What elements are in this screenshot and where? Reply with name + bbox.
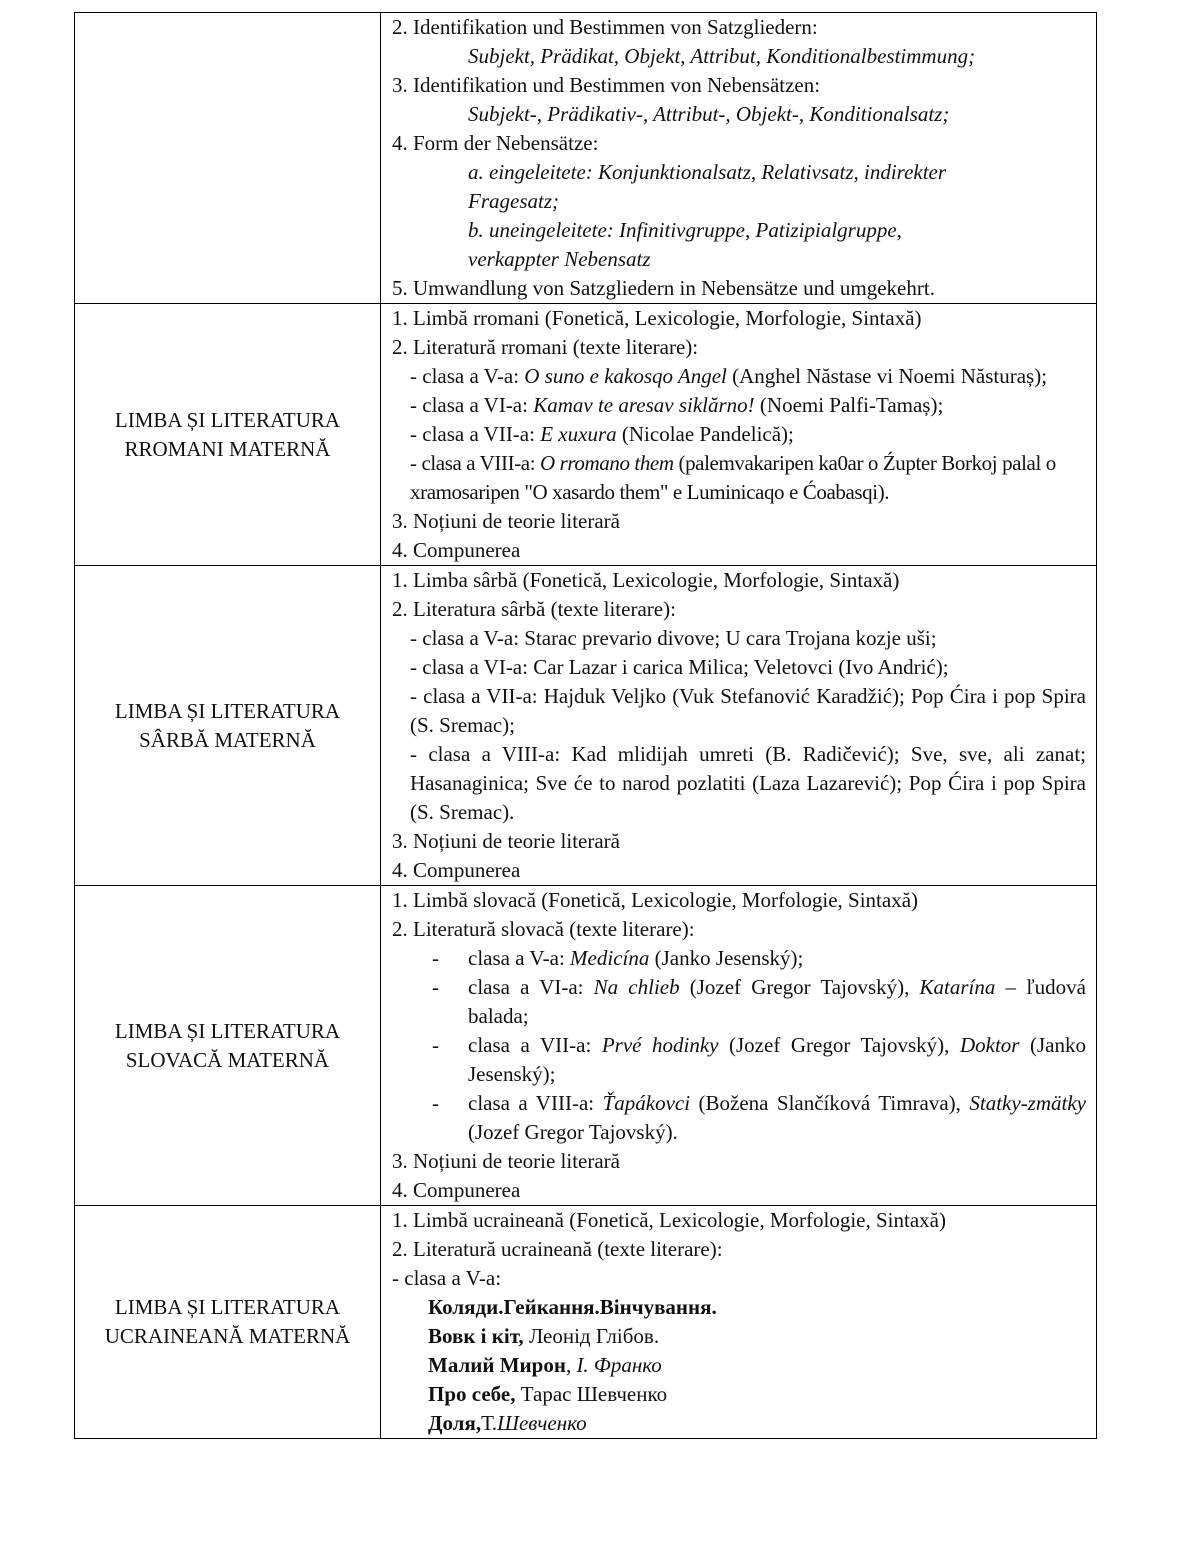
list-item: Subjekt, Prädikat, Objekt, Attribut, Konditionalbestimmung; (468, 44, 976, 68)
list-item: 2. Identifikation und Bestimmen von Satzgliedern: (392, 15, 818, 39)
list-item: - clasa a V-a: (392, 1266, 502, 1290)
table-row (75, 304, 1097, 566)
subject-cell (75, 566, 381, 886)
table-row (75, 566, 1097, 886)
subject-title: RROMANI MATERNĂ (124, 436, 331, 461)
list-item: - clasa a VIII-a: Kad mlidijah umreti (B. Radičević); Sve, sve, ali zanat; Hasanaginica; Sve će to narod pozlatiti (Laza Lazarević); Pop Ćira i pop Spira (S. Sremac). (410, 742, 1086, 824)
list-item: 3. Noțiuni de teorie literară (392, 1149, 620, 1173)
list-item: 1. Limbă slovacă (Fonetică, Lexicologie, Morfologie, Sintaxă) (392, 888, 919, 912)
list-item: 5. Umwandlung von Satzgliedern in Nebensätze und umgekehrt. (392, 276, 935, 300)
list-item: Про себе, Тарас Шевченко (428, 1382, 668, 1406)
list-item: - clasa a V-a: O suno e kakosqo Angel (Anghel Năstase vi Noemi Năsturaș); (410, 364, 1048, 388)
list-item: 2. Literatură ucraineană (texte literare): (392, 1237, 723, 1261)
list-item: - clasa a VIII-a: O rromano them (palemvakaripen ka0ar o Źupter Borkoj palal o xramosaripen "O xasardo them" e Luminicaqo e Ćoabasqi). (410, 451, 1056, 504)
content-cell (381, 886, 1097, 1206)
list-item: - clasa a VIII-a: Ťapákovci (Božena Slančíková Timrava), Statky-zmätky (Jozef Gregor Tajovský). (432, 1091, 1086, 1144)
subject-cell (75, 886, 381, 1206)
list-item: 4. Compunerea (392, 858, 521, 882)
subject-cell (75, 13, 381, 304)
table-row (75, 1206, 1097, 1439)
content-cell (381, 304, 1097, 566)
list-item: Вовк і кіт, Леонід Глібов. (428, 1324, 660, 1348)
list-item: b. uneingeleitete: Infinitivgruppe, Patizipialgruppe, (468, 218, 902, 242)
subject-cell (75, 1206, 381, 1439)
list-item: - clasa a VI-a: Kamav te aresav siklărno! (Noemi Palfi-Tamaș); (410, 393, 944, 417)
list-item: 3. Noțiuni de teorie literară (392, 509, 620, 533)
content-cell (381, 1206, 1097, 1439)
subject-title: SLOVACĂ MATERNĂ (125, 1047, 330, 1072)
list-item: 1. Limbă rromani (Fonetică, Lexicologie, Morfologie, Sintaxă) (392, 306, 922, 330)
subject-title: LIMBA ȘI LITERATURA (114, 1018, 341, 1043)
list-item: verkappter Nebensatz (468, 247, 651, 271)
subject-title: UCRAINEANĂ MATERNĂ (104, 1324, 351, 1348)
subject-title: LIMBA ȘI LITERATURA (114, 698, 341, 723)
content-cell (381, 566, 1097, 886)
list-item: - clasa a V-a: Starac prevario divove; U cara Trojana kozje uši; (410, 626, 937, 650)
list-item: - clasa a VII-a: E xuxura (Nicolae Pandelică); (410, 422, 794, 446)
list-item: 2. Literatură slovacă (texte literare): (392, 917, 695, 941)
list-item: - clasa a V-a: Medicína (Janko Jesenský); (432, 946, 804, 970)
list-item: 1. Limbă ucraineană (Fonetică, Lexicologie, Morfologie, Sintaxă) (392, 1208, 946, 1232)
list-item: a. eingeleitete: Konjunktionalsatz, Relativsatz, indirekter (468, 160, 947, 184)
table-row (75, 13, 1097, 304)
subject-cell (75, 304, 381, 566)
list-item: 2. Literatura sârbă (texte literare): (392, 597, 676, 621)
list-item: 3. Identifikation und Bestimmen von Nebensätzen: (392, 73, 821, 97)
list-item: 4. Form der Nebensätze: (392, 131, 599, 155)
list-item: Fragesatz; (468, 189, 559, 213)
content-cell (381, 13, 1097, 304)
list-item: - clasa a VI-a: Car Lazar i carica Milica; Veletovci (Ivo Andrić); (410, 655, 949, 679)
list-item: Малий Мирон, І. Франко (428, 1353, 662, 1377)
list-item: 4. Compunerea (392, 1178, 521, 1202)
list-item: - clasa a VII-a: Prvé hodinky (Jozef Gregor Tajovský), Doktor (Janko Jesenský); (432, 1033, 1086, 1086)
list-item: Доля,Т.Шевченко (428, 1411, 587, 1435)
subject-title: LIMBA ȘI LITERATURA (114, 1295, 341, 1319)
list-item: Subjekt-, Prädikativ-, Attribut-, Objekt-, Konditionalsatz; (468, 102, 950, 126)
list-item: 1. Limba sârbă (Fonetică, Lexicologie, Morfologie, Sintaxă) (392, 568, 900, 592)
table-row (75, 886, 1097, 1206)
curriculum-table (74, 12, 1097, 1439)
list-item: Коляди.Гейкання.Вінчування. (428, 1295, 717, 1319)
list-item: 2. Literatură rromani (texte literare): (392, 335, 699, 359)
list-item: 3. Noțiuni de teorie literară (392, 829, 620, 853)
subject-title: LIMBA ȘI LITERATURA (114, 407, 341, 432)
list-item: - clasa a VI-a: Na chlieb (Jozef Gregor Tajovský), Katarína – ľudová balada; (432, 975, 1086, 1028)
list-item: - clasa a VII-a: Hajduk Veljko (Vuk Stefanović Karadžić); Pop Ćira i pop Spira (S. Sremac); (410, 684, 1086, 737)
list-item: 4. Compunerea (392, 538, 521, 562)
subject-title: SÂRBĂ MATERNĂ (139, 727, 316, 752)
